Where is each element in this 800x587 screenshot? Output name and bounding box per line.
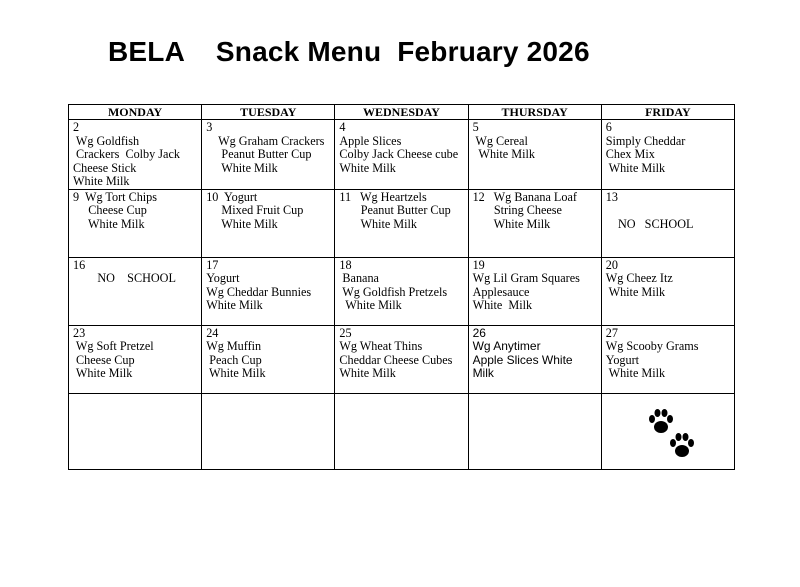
menu-item: Peanut Butter Cup xyxy=(206,147,312,161)
week-row xyxy=(69,120,735,190)
empty-day-cell xyxy=(69,393,202,469)
menu-item: White Milk xyxy=(73,174,130,188)
day-number: 3 xyxy=(206,120,213,134)
menu-item: White Milk xyxy=(472,147,535,161)
menu-item: Cheese Stick xyxy=(73,160,137,175)
day-number: 12 Wg Banana Loaf xyxy=(472,189,577,204)
day-number: 2 xyxy=(73,120,80,134)
menu-item: White Milk xyxy=(206,160,278,175)
day-menu xyxy=(335,120,467,175)
empty-day-cell xyxy=(335,393,468,469)
empty-week-row xyxy=(69,393,735,469)
paw-prints-icon xyxy=(602,394,734,469)
day-number: 5 xyxy=(472,120,479,134)
day-menu xyxy=(69,258,201,286)
day-number: 20 xyxy=(605,257,618,272)
day-menu xyxy=(69,326,201,381)
week-row xyxy=(69,257,735,325)
menu-item: White Milk xyxy=(339,298,402,312)
day-number: 24 xyxy=(206,325,219,340)
paw-icon xyxy=(668,432,696,460)
menu-item: White Milk xyxy=(339,216,418,231)
day-number: 13 xyxy=(605,189,618,204)
menu-item: White Milk xyxy=(472,298,533,312)
day-cell xyxy=(601,189,734,257)
day-header-thursday: THURSDAY xyxy=(468,105,601,120)
menu-item: Cheese Cup xyxy=(73,352,135,367)
day-number: 19 xyxy=(472,257,485,272)
day-cell xyxy=(69,325,202,393)
menu-item: Cheese Cup xyxy=(73,203,147,217)
menu-item: Chex Mix xyxy=(605,147,655,161)
day-cell xyxy=(202,120,335,190)
menu-item: Wg Anytimer xyxy=(472,339,541,353)
day-cell xyxy=(468,325,601,393)
week-row xyxy=(69,189,735,257)
menu-item: Wg Lil Gram Squares xyxy=(472,271,580,285)
day-number: 16 xyxy=(73,257,86,272)
menu-item: Wg Muffin xyxy=(206,339,262,353)
menu-item: Yogurt xyxy=(206,271,240,285)
snack-calendar xyxy=(68,104,735,470)
menu-item: Colby Jack Cheese cube xyxy=(339,147,459,161)
menu-item: Milk xyxy=(472,366,494,380)
menu-item: Peach Cup xyxy=(206,352,262,367)
menu-item: White Milk xyxy=(605,160,666,175)
day-menu xyxy=(602,326,734,381)
day-cell xyxy=(601,120,734,190)
empty-day-cell xyxy=(202,393,335,469)
day-header-monday: MONDAY xyxy=(69,105,202,120)
day-cell xyxy=(69,257,202,325)
menu-item: Apple Slices xyxy=(339,133,402,148)
day-number: 6 xyxy=(605,120,612,134)
empty-day-cell xyxy=(468,393,601,469)
day-cell xyxy=(468,120,601,190)
day-number: 17 xyxy=(206,257,219,272)
menu-item: White Milk xyxy=(605,366,666,380)
menu-item: Wg Goldfish xyxy=(73,133,140,148)
menu-item: Peanut Butter Cup xyxy=(339,203,451,217)
day-menu xyxy=(602,190,734,232)
day-cell xyxy=(202,189,335,257)
day-header-row xyxy=(69,105,735,120)
day-menu xyxy=(335,326,467,381)
day-header-wednesday: WEDNESDAY xyxy=(335,105,468,120)
menu-item: Cheddar Cheese Cubes xyxy=(339,352,453,367)
day-number: 9 Wg Tort Chips xyxy=(73,189,158,204)
menu-item: White Milk xyxy=(472,216,551,231)
menu-item: Banana xyxy=(339,271,379,285)
day-cell xyxy=(335,189,468,257)
menu-item: Wg Cheez Itz xyxy=(605,271,673,285)
menu-item: Wg Cereal xyxy=(472,133,528,148)
menu-item: White Milk xyxy=(339,160,396,175)
menu-item: Wg Scooby Grams xyxy=(605,339,699,353)
menu-item: White Milk xyxy=(605,284,666,299)
day-cell xyxy=(202,257,335,325)
day-cell xyxy=(335,325,468,393)
menu-item: White Milk xyxy=(206,298,263,312)
paw-cell xyxy=(601,393,734,469)
menu-item: White Milk xyxy=(73,366,133,380)
menu-item: Apple Slices White xyxy=(472,352,573,367)
day-menu xyxy=(69,120,201,189)
menu-item: Wg Goldfish Pretzels xyxy=(339,284,448,299)
week-row xyxy=(69,325,735,393)
menu-item: Mixed Fruit Cup xyxy=(206,203,304,217)
menu-item: Simply Cheddar xyxy=(605,133,686,148)
day-number: 18 xyxy=(339,257,352,272)
page-title: BELA Snack Menu February 2026 xyxy=(108,36,590,67)
day-menu xyxy=(602,258,734,300)
day-cell xyxy=(468,189,601,257)
menu-item: Wg Graham Crackers xyxy=(206,133,325,148)
menu-item xyxy=(606,204,731,218)
day-menu xyxy=(202,326,334,381)
day-cell xyxy=(69,189,202,257)
day-cell xyxy=(335,257,468,325)
day-menu xyxy=(469,190,601,232)
day-cell xyxy=(69,120,202,190)
day-menu xyxy=(469,258,601,313)
day-menu xyxy=(335,258,467,313)
menu-item: Yogurt xyxy=(605,352,640,367)
day-menu xyxy=(469,326,601,381)
menu-item: Wg Cheddar Bunnies xyxy=(206,284,312,299)
menu-item: Applesauce xyxy=(472,284,530,299)
day-menu xyxy=(335,190,467,232)
day-cell xyxy=(202,325,335,393)
day-menu xyxy=(202,120,334,175)
day-menu xyxy=(469,120,601,162)
menu-item: Wg Wheat Thins xyxy=(339,339,423,353)
menu-item: White Milk xyxy=(206,216,278,231)
day-number: 10 Yogurt xyxy=(206,189,258,204)
day-cell xyxy=(601,257,734,325)
menu-item: White Milk xyxy=(206,366,266,380)
menu-item: White Milk xyxy=(339,366,396,380)
menu-item: Wg Soft Pretzel xyxy=(73,339,154,353)
day-cell xyxy=(601,325,734,393)
menu-item: NO SCHOOL xyxy=(605,216,694,231)
menu-item: NO SCHOOL xyxy=(73,271,176,285)
day-number: 25 xyxy=(339,325,352,340)
day-cell xyxy=(468,257,601,325)
day-header-tuesday: TUESDAY xyxy=(202,105,335,120)
day-number: 27 xyxy=(605,325,618,340)
day-menu xyxy=(202,190,334,232)
day-number: 11 Wg Heartzels xyxy=(339,189,427,204)
menu-item: Crackers Colby Jack xyxy=(73,147,180,161)
day-number: 23 xyxy=(73,325,86,340)
menu-item: White Milk xyxy=(73,216,145,231)
day-menu xyxy=(202,258,334,313)
day-cell xyxy=(335,120,468,190)
day-menu xyxy=(69,190,201,232)
day-header-friday: FRIDAY xyxy=(601,105,734,120)
day-number: 4 xyxy=(339,120,346,134)
day-number: 26 xyxy=(472,325,486,340)
day-menu xyxy=(602,120,734,175)
menu-item: String Cheese xyxy=(472,203,562,217)
